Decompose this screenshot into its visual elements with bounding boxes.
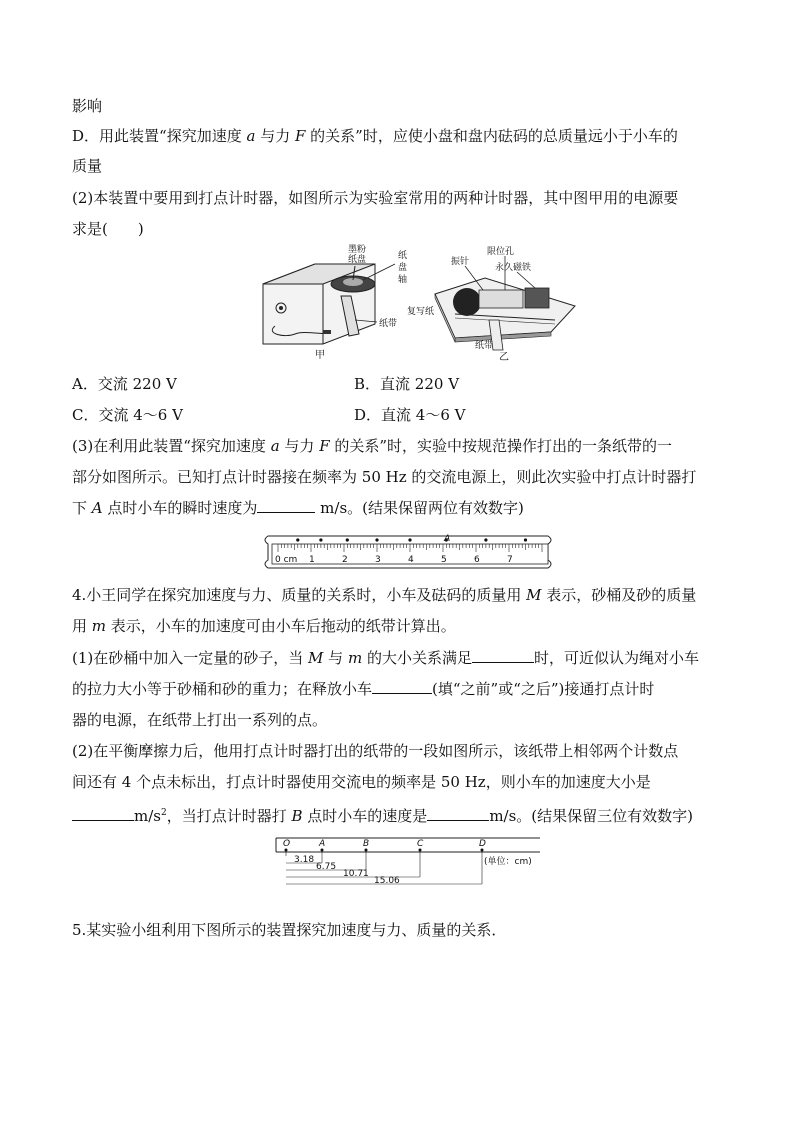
text-line: $m/s^2$，当打点计时器打 B 点时小车的速度是 m/s。(结果保留三位有效数字) [72,803,693,826]
tape-point-label: D [479,839,486,849]
text-line: 间还有 4 个点未标出，打点计时器使用交流电的频率是 50 Hz，则小车的加速度大小是 [72,773,651,791]
label-xianweikong: 限位孔 [487,247,515,257]
tape-point-label: O [283,839,291,849]
label-zhou: 轴 [398,275,408,285]
option-d-text: D．用此装置“探究加速度 a 与力 F 的关系”时，应使小盘和盘内砝码的总质量远小于小车的 [72,127,678,145]
answer-blank[interactable] [372,679,432,694]
ruler-tape-figure [258,530,558,574]
tape-point-label: B [363,839,370,849]
question-4-2: (2)在平衡摩擦力后，他用打点计时器打出的纸带的一段如图所示，该纸带上相邻两个计数点 [72,742,679,760]
label-fuxiezhi: 复写纸 [407,307,435,317]
label-yi: 乙 [499,352,509,362]
tape-dot [408,538,411,541]
dimension-label: 15.06 [374,876,400,886]
answer-blank[interactable] [72,806,134,821]
text-line: 下 A 点时小车的瞬时速度为 m/s。(结果保留两位有效数字) [72,499,524,517]
tape-point-label: C [417,839,424,849]
ruler-tick-label: 3 [375,555,381,565]
ruler-tick-label: 0 cm [275,555,298,565]
question-3-3: (3)在利用此装置“探究加速度 a 与力 F 的关系”时，实验中按规范操作打出的一条纸带的一 [72,437,673,455]
tape-dot [375,538,378,541]
tape-point-label: A [319,839,326,849]
label-jia: 甲 [315,350,325,361]
label-zhidai2: 纸带 [475,341,494,351]
text-line: 质量 [72,157,103,175]
option-c[interactable]: C．交流 4～6 V [72,406,183,424]
ruler-tick-label: 1 [309,555,315,565]
ruler-tick-label: 2 [342,555,348,565]
label-zhidai: 纸带 [379,319,398,329]
text-line: 求是( ) [72,220,144,238]
dimension-label: 6.75 [316,862,337,872]
dimension-label: 10.71 [343,869,369,879]
question-5: 5.某实验小组利用下图所示的装置探究加速度与力、质量的关系． [72,921,507,939]
tape-dot [319,538,322,541]
point-a-label: A [444,534,451,544]
label-zhenzhen: 振针 [451,257,470,267]
text-line: 部分如图所示。已知打点计时器接在频率为 50 Hz 的交流电源上，则此次实验中打点计时器打 [72,468,697,486]
tape-dot [296,538,299,541]
option-d[interactable]: D．直流 4～6 V [354,406,466,424]
answer-blank[interactable] [257,498,315,513]
text-line: 器的电源，在纸带上打出一系列的点。 [72,711,328,729]
label-pan: 盘 [398,263,408,273]
tape-dot [524,538,527,541]
ruler-tick-label: 5 [441,555,447,565]
answer-blank[interactable] [427,806,489,821]
text-line: 影响 [72,97,103,115]
ruler-tick-label: 4 [408,555,414,565]
ruler-tick-label: 7 [507,555,513,565]
answer-blank[interactable] [472,648,534,663]
text-line: 的拉力大小等于砂桶和砂的重力；在释放小车 (填“之前”或“之后”)接通打点计时 [72,680,655,698]
label-zhipan: 纸盘 [348,255,367,265]
option-a[interactable]: A．交流 220 V [72,375,177,393]
dimension-label: 3.18 [294,855,315,865]
text-line: 用 m 表示，小车的加速度可由小车后拖动的纸带计算出。 [72,617,456,635]
timer-figure [255,244,585,362]
question-4-1: (1)在砂桶中加入一定量的砂子，当 M 与 m 的大小关系满足 时，可近似认为绳对小车 [72,649,699,667]
label-mofen: 墨粉 [348,245,367,255]
timer-yi-illustration [407,245,575,362]
tape-dot [484,538,487,541]
tape-dot [346,538,349,541]
unit-label: (单位：cm) [484,857,532,867]
tape-distance-figure [270,834,550,886]
label-yongjiu: 永久磁铁 [495,263,532,273]
timer-jia-illustration [263,244,407,361]
option-b[interactable]: B．直流 220 V [354,375,460,393]
label-zhi: 纸 [398,251,408,261]
ruler-tick-label: 6 [474,555,480,565]
question-3-2: (2)本装置中要用到打点计时器，如图所示为实验室常用的两种计时器，其中图甲用的电源要 [72,189,679,207]
question-4: 4.小王同学在探究加速度与力、质量的关系时，小车及砝码的质量用 M 表示，砂桶及砂的质量 [72,586,697,604]
